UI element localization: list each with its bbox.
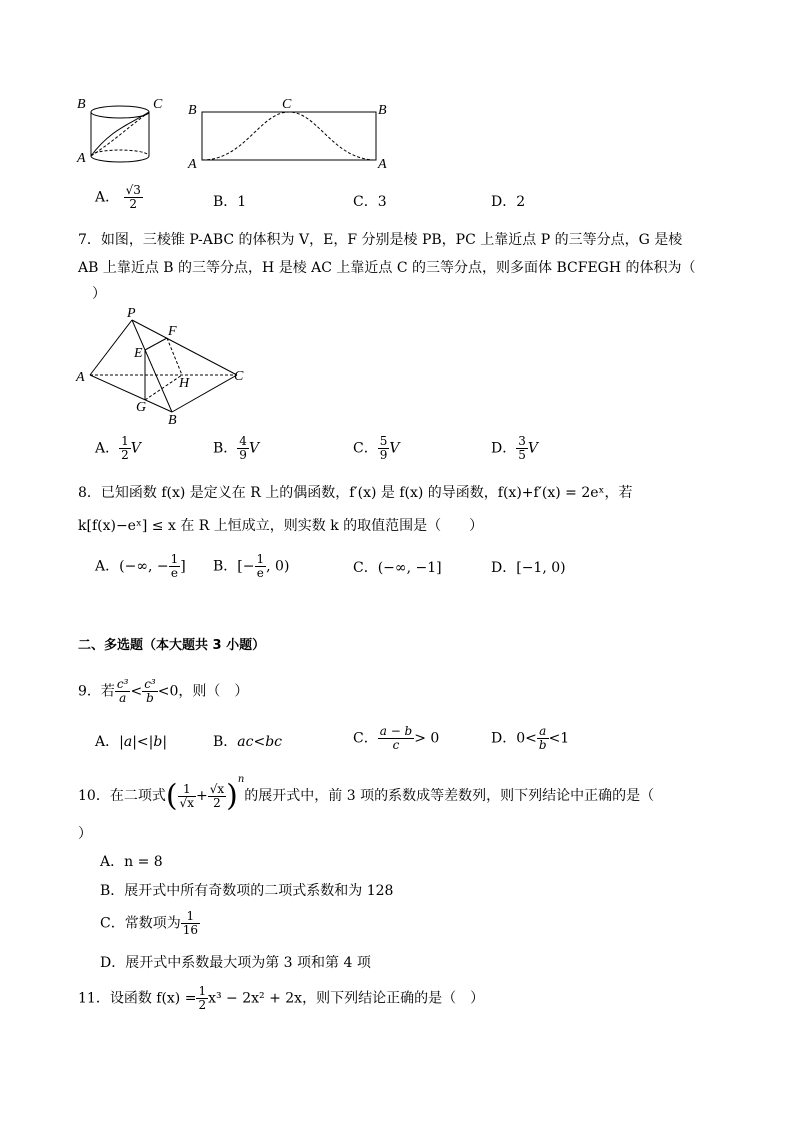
num: √3 (125, 183, 141, 197)
den: 2 (198, 998, 207, 1012)
q10-line2: ） (78, 826, 92, 842)
q6-label-a1: A (77, 151, 86, 166)
option-letter: B． (213, 734, 238, 750)
num: 1 (198, 984, 207, 998)
q7-option-a[interactable] (95, 435, 141, 462)
option-letter: A． (95, 558, 120, 575)
option-text: 1 (237, 194, 247, 210)
den: 5 (518, 448, 526, 462)
q7-line2: AB 上靠近点 B 的三等分点，H 是棱 AC 上靠近点 C 的三等分点，则多面体 BCFEGH 的体积为（ (78, 260, 696, 276)
q8-line2: k[f(x)−eˣ] ≤ x 在 R 上恒成立，则实数 k 的取值范围是（ ） (78, 518, 484, 534)
lt: < (130, 683, 143, 700)
den: 2 (129, 197, 138, 211)
num: 3 (518, 434, 526, 448)
num: √x (209, 781, 225, 796)
q6-label-c1: C (153, 97, 163, 112)
section-heading: 二、多选题（本大题共 3 小题） (78, 638, 266, 653)
option-letter: C． (353, 440, 378, 457)
suffix: V (130, 440, 141, 457)
q10-prefix: 10．在二项式 (78, 788, 166, 804)
option-text: 2 (516, 194, 526, 210)
fraction (181, 910, 200, 937)
q6-figure (70, 90, 400, 180)
q7-line3: ） (92, 286, 106, 302)
q8-option-c[interactable] (353, 557, 442, 577)
q10-suffix: 的展开式中，前 3 项的系数成等差数列，则下列结论中正确的是（ (244, 788, 655, 804)
q9-option-b[interactable] (213, 731, 282, 751)
q9-prefix: 9．若 (78, 683, 115, 700)
fraction (255, 553, 267, 580)
q7-option-c[interactable] (353, 435, 399, 462)
fraction (378, 435, 390, 462)
paren-open: ( (165, 778, 178, 814)
q10-option-b[interactable]: B．展开式中所有奇数项的二项式系数和为 128 (100, 883, 394, 899)
q6-label-b2: B (188, 103, 197, 118)
den: 9 (239, 448, 247, 462)
q7-label-c: C (234, 369, 244, 384)
q7-option-d[interactable] (491, 435, 538, 462)
option-letter: C． (353, 194, 378, 210)
q6-cylinder-diagram (70, 90, 400, 180)
q7-label-p: P (127, 306, 136, 321)
option-letter: A． (95, 440, 120, 457)
option-letter: C． (353, 730, 378, 747)
post: > 0 (414, 730, 440, 747)
option-letter: B． (213, 440, 238, 457)
option-letter: D． (491, 440, 517, 457)
fraction (208, 783, 226, 810)
num: 1 (256, 552, 265, 566)
pre: 0< (516, 730, 537, 747)
option-text: C．常数项为 (100, 915, 181, 932)
option-letter: B． (213, 194, 238, 210)
fraction (196, 985, 208, 1012)
num: 4 (239, 434, 247, 448)
q6-option-a[interactable] (95, 184, 143, 211)
den: 2 (121, 448, 129, 462)
option-letter: B． (213, 558, 238, 575)
option-letter: D． (491, 194, 517, 210)
den: b (146, 691, 154, 705)
option-text: (−∞, −1] (377, 560, 442, 576)
q8-option-b[interactable] (213, 553, 289, 580)
power: n (237, 774, 245, 785)
den: 16 (182, 923, 198, 937)
q6-option-d[interactable] (491, 191, 525, 211)
fraction (169, 553, 181, 580)
num: c³ (116, 677, 129, 691)
q6-label-b3: B (378, 103, 387, 118)
num: 1 (170, 552, 179, 566)
q9-suffix: <0，则（ ） (157, 683, 249, 700)
num: 1 (121, 434, 129, 448)
num: a − b (379, 724, 413, 738)
post: , 0) (266, 558, 290, 575)
den: 2 (213, 795, 221, 810)
num: c³ (144, 677, 156, 691)
fraction (142, 678, 158, 705)
q7-line1: 7．如图，三棱锥 P-ABC 的体积为 V，E，F 分别是棱 PB，PC 上靠近点 P 的三等分点，G 是棱 (78, 232, 683, 248)
fraction (516, 435, 528, 462)
option-letter: A． (95, 734, 120, 750)
q10-option-a[interactable]: A．n = 8 (100, 854, 163, 870)
den: e (256, 566, 264, 580)
q10-option-c[interactable] (100, 910, 200, 937)
paren-close: ) (226, 778, 238, 814)
q10-stem (78, 774, 654, 814)
den: e (170, 566, 178, 580)
q6-label-a3: A (378, 157, 387, 172)
option-letter: D． (491, 730, 517, 747)
fraction (378, 725, 415, 752)
suffix: V (248, 440, 260, 457)
den: a (119, 691, 127, 705)
option-letter: D． (491, 560, 517, 576)
fraction (178, 783, 196, 810)
fraction (237, 435, 249, 462)
q11-suffix: x³ − 2x² + 2x，则下列结论正确的是（ ） (208, 990, 485, 1007)
q7-label-b: B (168, 413, 177, 428)
q6-label-b1: B (77, 97, 86, 112)
option-text: 3 (377, 194, 387, 210)
q7-label-h: H (179, 376, 190, 391)
post: ] (180, 558, 186, 575)
q8-option-a[interactable] (95, 553, 186, 580)
q9-option-a[interactable] (95, 731, 167, 751)
den: b (538, 738, 547, 752)
q11-prefix: 11．设函数 f(x) = (78, 990, 197, 1007)
suffix: V (527, 440, 538, 457)
q8-line1: 8．已知函数 f(x) 是定义在 R 上的偶函数，f′(x) 是 f(x) 的导函数，f(x)+f′(x) = 2eˣ，若 (78, 485, 633, 501)
post: <1 (548, 730, 570, 747)
q7-label-f: F (168, 324, 177, 339)
den: c (392, 738, 400, 752)
q6-label-a2: A (188, 157, 197, 172)
q8-option-d[interactable] (491, 557, 566, 577)
q7-option-b[interactable] (213, 435, 259, 462)
option-text: ac<bc (237, 734, 283, 750)
q7-figure (72, 305, 262, 430)
option-letter: A． (95, 189, 120, 206)
num: a (537, 725, 549, 739)
q6-label-c2: C (282, 97, 292, 112)
option-text: |a|<|b| (119, 734, 168, 750)
fraction (115, 678, 131, 705)
q9-option-d[interactable] (491, 725, 569, 752)
option-text: [−1, 0) (516, 560, 566, 576)
q10-option-d[interactable]: D．展开式中系数最大项为第 3 项和第 4 项 (100, 955, 371, 971)
fraction (124, 184, 143, 211)
q6-option-b[interactable] (213, 191, 246, 211)
q9-stem (78, 678, 248, 705)
fraction (537, 725, 549, 752)
plus: + (195, 788, 208, 804)
option-letter: C． (353, 560, 378, 576)
pre: (−∞, − (119, 558, 169, 575)
q7-label-g: G (136, 400, 147, 415)
q6-option-c[interactable] (353, 191, 387, 211)
q7-pyramid-diagram (72, 305, 262, 430)
den: √x (179, 795, 194, 810)
fraction (119, 435, 131, 462)
q9-option-c[interactable] (353, 725, 439, 752)
q7-label-a: A (76, 370, 85, 385)
num: 1 (181, 910, 200, 924)
suffix: V (389, 440, 400, 457)
q11-stem (78, 985, 484, 1012)
q7-label-e: E (134, 346, 143, 361)
num: 1 (178, 783, 196, 797)
pre: [− (237, 558, 255, 575)
den: 9 (379, 448, 388, 462)
num: 5 (379, 434, 388, 448)
